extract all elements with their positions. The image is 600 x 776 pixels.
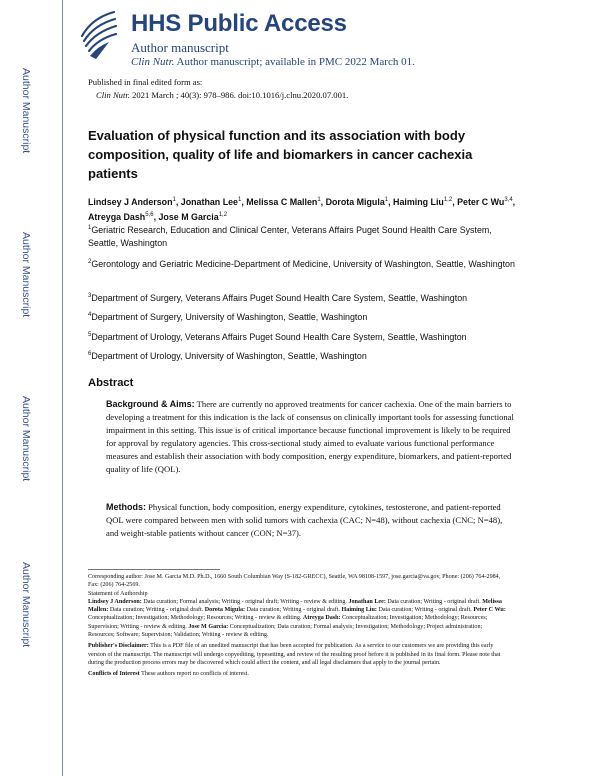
affiliation: $^6$Department of Urology, University of Washington, Seattle, Washington	[88, 350, 367, 361]
author-manuscript-label: Author manuscript	[131, 40, 229, 55]
footnote-divider	[88, 569, 220, 570]
hhs-eagle-logo-icon	[76, 6, 120, 62]
authorship-statement: Lindsey J Anderson: Data curation; Formal analysis; Writing - original draft; Writing - review & editing. Jonathan Lee: Data curation; Writing - original draft. Melissa Mallen: Data curation; Writing - original draft. Dorota Migula: Data curation; Writing - original draft. Haiming Liu: Data curation; Writing - original draft. Peter C Wu: Conceptualization; Investigation; Methodology; Resources; Writing - review & editing. Atreyga Dash: Conceptualization; Investigation; Methodology; Resources; Supervision; Writing - review & editing. Jose M Garcia: Conceptualization; Data curation; Formal analysis; Investigation; Methodology; Project administration; Resources; Software; Supervision; Validation; Writing - review & editing.	[88, 598, 506, 639]
side-label-author-manuscript: Author Manuscript	[20, 396, 32, 482]
journal-availability: Clin Nutr. Author manuscript; available in PMC 2022 March 01.	[131, 56, 415, 68]
author-list: Lindsey J Anderson$^1$, Jonathan Lee$^1$, Melissa C Mallen$^1$, Dorota Migula$^1$, Haiming Liu$^{1,2}$, Peter C Wu$^{3,4}$, Atreyga Dash$^{5,6}$, Jose M Garcia$^{1,2}$	[88, 196, 516, 223]
affiliation: $^3$Department of Surgery, Veterans Affairs Puget Sound Health Care System, Seattle, Washington	[88, 292, 468, 303]
statement-heading: Statement of Authorship	[88, 590, 148, 597]
side-label-author-manuscript: Author Manuscript	[20, 562, 32, 648]
abstract-methods: Methods: Physical function, body composition, energy expenditure, cytokines, testosterone, and patient-reported QOL were compared between men with solid tumors with cachexia (CAC; N=48), without cachexia (CNC; N=48), and weight-stable patients without cancer (CON; N=37).	[106, 502, 503, 538]
published-in-label: Published in final edited form as:	[88, 77, 203, 87]
article-title: Evaluation of physical function and its association with body composition, quality of life and biomarkers in cancer cachexia patients	[88, 128, 473, 181]
margin-rule	[62, 0, 63, 776]
affiliation: $^1$Geriatric Research, Education and Clinical Center, Veterans Affairs Puget Sound Health Care System, Seattle, Washington	[88, 224, 492, 249]
corresponding-author: Corresponding author: Jose M. Garcia M.D. Ph.D., 1660 South Columbian Way (S-182-GRECC), Seattle, WA 98108-1597, jose.garcia@va.gov, Phone: (206) 764-2984, Fax: (206) 764-2569.	[88, 574, 501, 589]
abstract-heading: Abstract	[88, 377, 134, 389]
side-label-author-manuscript: Author Manuscript	[20, 68, 32, 154]
affiliation: $^4$Department of Surgery, University of Washington, Seattle, Washington	[88, 311, 368, 322]
affiliation: $^5$Department of Urology, Veterans Affairs Puget Sound Health Care System, Seattle, Washington	[88, 331, 467, 342]
affiliation: $^2$Gerontology and Geriatric Medicine-Department of Medicine, University of Washington, Seattle, Washington	[88, 258, 515, 269]
citation: Clin Nutr. 2021 March ; 40(3): 978–986. doi:10.1016/j.clnu.2020.07.001.	[96, 90, 349, 100]
hhs-title: HHS Public Access	[131, 10, 347, 37]
footnotes	[88, 573, 508, 679]
conflicts-of-interest: Conflicts of Interest These authors report no conflicts of interest.	[88, 671, 249, 678]
publisher-disclaimer: Publisher's Disclaimer: This is a PDF file of an unedited manuscript that has been accepted for publication. As a service to our customers we are providing this early version of the manuscript. The manuscript will undergo copyediting, typesetting, and review of the resulting proof before it is published in its final form. Please note that during the production process errors may be discovered which could affect the content, and all legal disclaimers that apply to the journal pertain.	[88, 643, 501, 666]
abstract-background: Background & Aims: There are currently no approved treatments for cancer cachexia. One of the main barriers to developing a treatment for this indication is the lack of consensus on clinically important tools for assessing functional impairment in this setting. This issue is of critical importance because functional improvement is likely to be required for approval by regulatory agencies. This cross-sectional study aimed to evaluate various functional performance measures and establish their association with body composition, energy expenditure, biomarkers, and patient-reported quality of life (QOL).	[106, 399, 514, 474]
side-label-author-manuscript: Author Manuscript	[20, 232, 32, 318]
